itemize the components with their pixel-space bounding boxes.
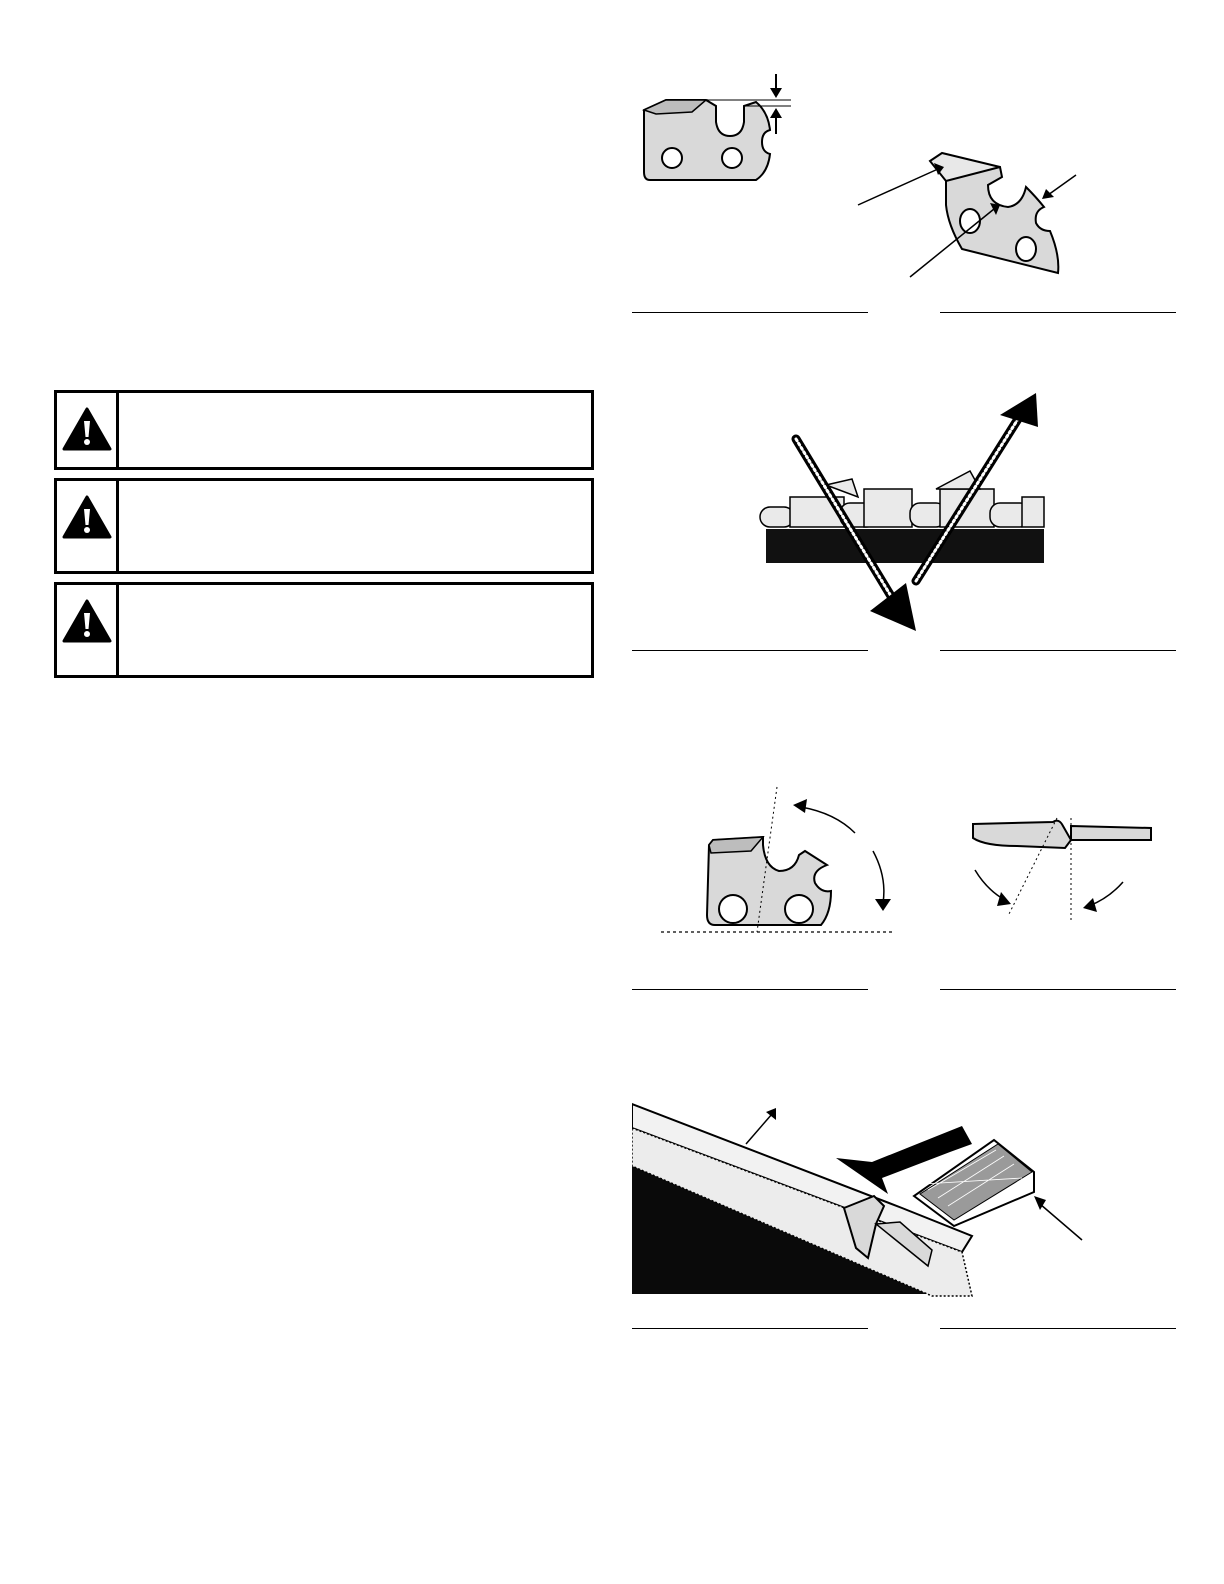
filing-direction-figure — [740, 385, 1060, 635]
figure-caption-rule — [632, 1328, 868, 1329]
figure-caption-rule — [940, 312, 1176, 313]
bar-rail-dressing-figure — [632, 1100, 1092, 1310]
warning-box-3 — [54, 582, 594, 678]
warning-triangle-icon — [62, 407, 112, 451]
figure-caption-rule — [940, 1328, 1176, 1329]
figure-caption-rule — [632, 312, 868, 313]
figure-caption-rule — [940, 650, 1176, 651]
figure-caption-rule — [940, 989, 1176, 990]
warning-text — [119, 393, 591, 467]
warning-icon-cell — [57, 481, 119, 571]
side-plate-angle-figure — [965, 810, 1160, 930]
figure-caption-rule — [632, 989, 868, 990]
warning-triangle-icon — [62, 495, 112, 539]
cutter-parts-figure — [850, 145, 1090, 295]
warning-box-1 — [54, 390, 594, 470]
figure-caption-rule — [632, 650, 868, 651]
warning-text — [119, 585, 591, 675]
warning-icon-cell — [57, 393, 119, 467]
top-plate-angle-figure — [655, 785, 900, 940]
warning-box-2 — [54, 478, 594, 574]
warning-triangle-icon — [62, 599, 112, 643]
warning-icon-cell — [57, 585, 119, 675]
warning-text — [119, 481, 591, 571]
depth-gauge-figure — [636, 72, 806, 192]
